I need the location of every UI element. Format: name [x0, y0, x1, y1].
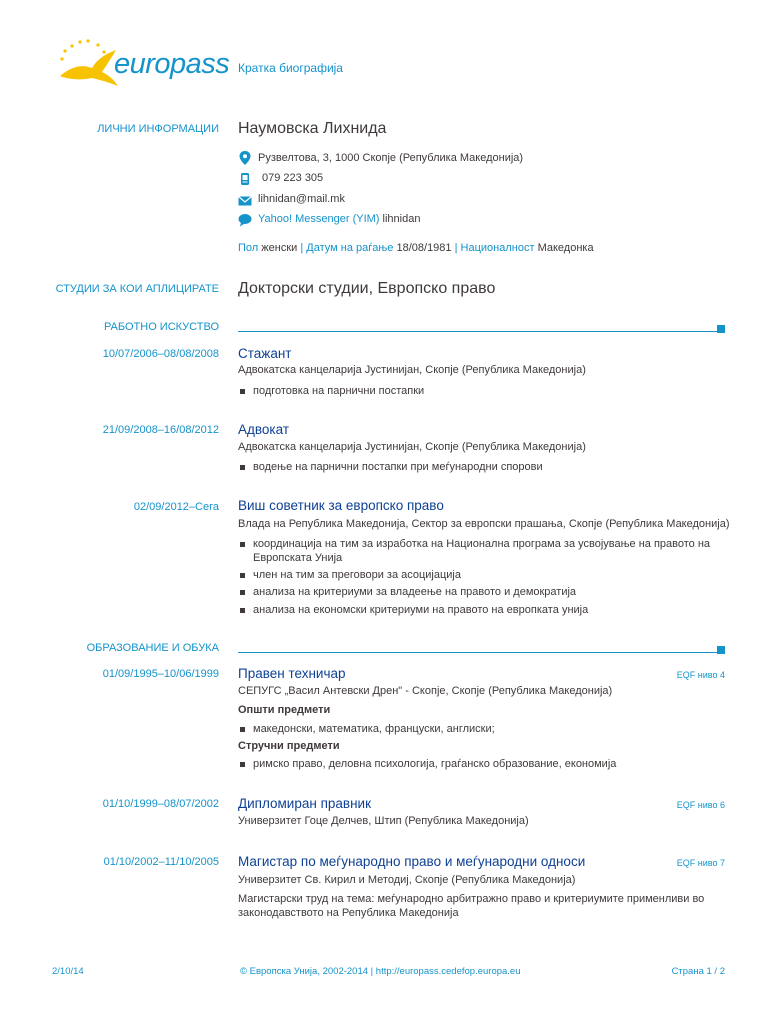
work-employer: Адвокатска канцеларија Јустинијан, Скопје (Република Македонија): [238, 364, 586, 376]
address: Рузвелтова, 3, 1000 Скопје (Република Македонија): [258, 152, 524, 164]
section-rule-marker: [717, 325, 725, 333]
education-title: Дипломиран правник: [238, 796, 371, 811]
work-title: Адвокат: [238, 422, 290, 437]
work-employer: Влада на Република Македонија, Сектор за европски прашања, Скопје (Република Македонија): [238, 518, 730, 530]
logo-text: europass: [114, 48, 230, 80]
gender-label: Пол: [238, 242, 259, 254]
work-title: Виш советник за европско право: [238, 498, 444, 513]
list-item: член на тим за преговори за асоцијација: [238, 568, 461, 583]
thesis-line: законодавството на Република Македонија: [238, 907, 459, 919]
section-rule-work: [238, 331, 718, 332]
separator: |: [454, 242, 458, 254]
section-label-studies: СТУДИИ ЗА КОИ АПЛИЦИРАТЕ: [55, 283, 219, 295]
document-title: Кратка биографија: [238, 61, 343, 75]
eqf-level: EQF ниво 6: [676, 800, 725, 810]
im-type: Yahoo! Messenger (YIM): [258, 213, 380, 225]
personal-details-line: [238, 242, 594, 254]
education-dates: 01/10/2002–11/10/2005: [103, 856, 219, 868]
education-institution: Универзитет Св. Кирил и Методиј, Скопје (Република Македонија): [238, 874, 576, 886]
subjects-label: Општи предмети: [238, 704, 331, 716]
section-label-work: РАБОТНО ИСКУСТВО: [103, 321, 219, 333]
section-rule-marker: [717, 646, 725, 654]
location-pin-icon: [238, 151, 252, 165]
eqf-level: EQF ниво 4: [676, 670, 725, 680]
section-label-education: ОБРАЗОВАНИЕ И ОБУКА: [86, 642, 219, 654]
phone-number: 079 223 305: [262, 172, 324, 184]
list-item: македонски, математика, француски, англиски;: [238, 722, 495, 737]
footer-date: 2/10/14: [52, 966, 84, 977]
email-address[interactable]: lihnidan@mail.mk: [258, 193, 345, 205]
dob-label: Датум на раѓање: [306, 242, 394, 254]
instant-messenger: [258, 213, 420, 225]
education-institution: СЕПУГС „Васил Антевски Дрен" - Скопје, Скопје (Република Македонија): [238, 685, 613, 697]
instant-messenger-icon: [238, 213, 252, 227]
list-item: анализа на критериуми за владеење на правото и демократија: [238, 585, 576, 600]
list-item-continuation: Европската Унија: [253, 552, 343, 564]
list-item: водење на парнични постапки при меѓународни спорови: [238, 460, 543, 475]
list-item: анализа на економски критериуми на правото на европкатa унија: [238, 603, 588, 618]
education-institution: Универзитет Гоце Делчев, Штип (Република Македонија): [238, 815, 529, 827]
footer-copyright[interactable]: © Европска Унија, 2002-2014 | http://europass.cedefop.europa.eu: [240, 966, 521, 977]
list-item: координација на тим за изработка на Национална програма за усвојување на правото на: [238, 537, 710, 552]
education-dates: 01/09/1995–10/06/1999: [102, 668, 219, 680]
footer-page-number: Страна 1 / 2: [671, 966, 725, 977]
dob-value: 18/08/1981: [396, 242, 452, 254]
work-title: Стажант: [238, 346, 292, 361]
thesis-line: Магистарски труд на тема: меѓународно арбитражно право и критериумите применливи во: [238, 893, 705, 905]
nationality-value: Македонка: [537, 242, 594, 254]
separator: |: [300, 242, 304, 254]
work-dates: 21/09/2008–16/08/2012: [102, 424, 219, 436]
person-name: Наумовска Лихнида: [238, 120, 387, 137]
education-title: Магистар по меѓународно право и меѓународни односи: [238, 854, 586, 869]
section-rule-education: [238, 652, 718, 653]
mobile-phone-icon: [238, 172, 252, 186]
education-title: Правен техничар: [238, 666, 346, 681]
gender-value: женски: [261, 242, 298, 254]
studies-value: Докторски студии, Европско право: [238, 280, 496, 297]
europass-logo: [52, 36, 230, 92]
work-employer: Адвокатска канцеларија Јустинијан, Скопје (Република Македонија): [238, 441, 586, 453]
im-handle: lihnidan: [382, 213, 421, 225]
education-dates: 01/10/1999–08/07/2002: [102, 798, 219, 810]
list-item: римско право, деловна психологија, граѓанско образование, економија: [238, 757, 616, 772]
nationality-label: Националност: [460, 242, 535, 254]
eqf-level: EQF ниво 7: [676, 858, 725, 868]
subjects-label: Стручни предмети: [238, 740, 340, 752]
section-label-personal: ЛИЧНИ ИНФОРМАЦИИ: [97, 123, 219, 135]
email-icon: [238, 194, 252, 208]
work-dates: 10/07/2006–08/08/2008: [102, 348, 219, 360]
list-item: подготовка на парнични постапки: [238, 384, 424, 399]
work-dates: 02/09/2012–Сега: [133, 501, 219, 513]
